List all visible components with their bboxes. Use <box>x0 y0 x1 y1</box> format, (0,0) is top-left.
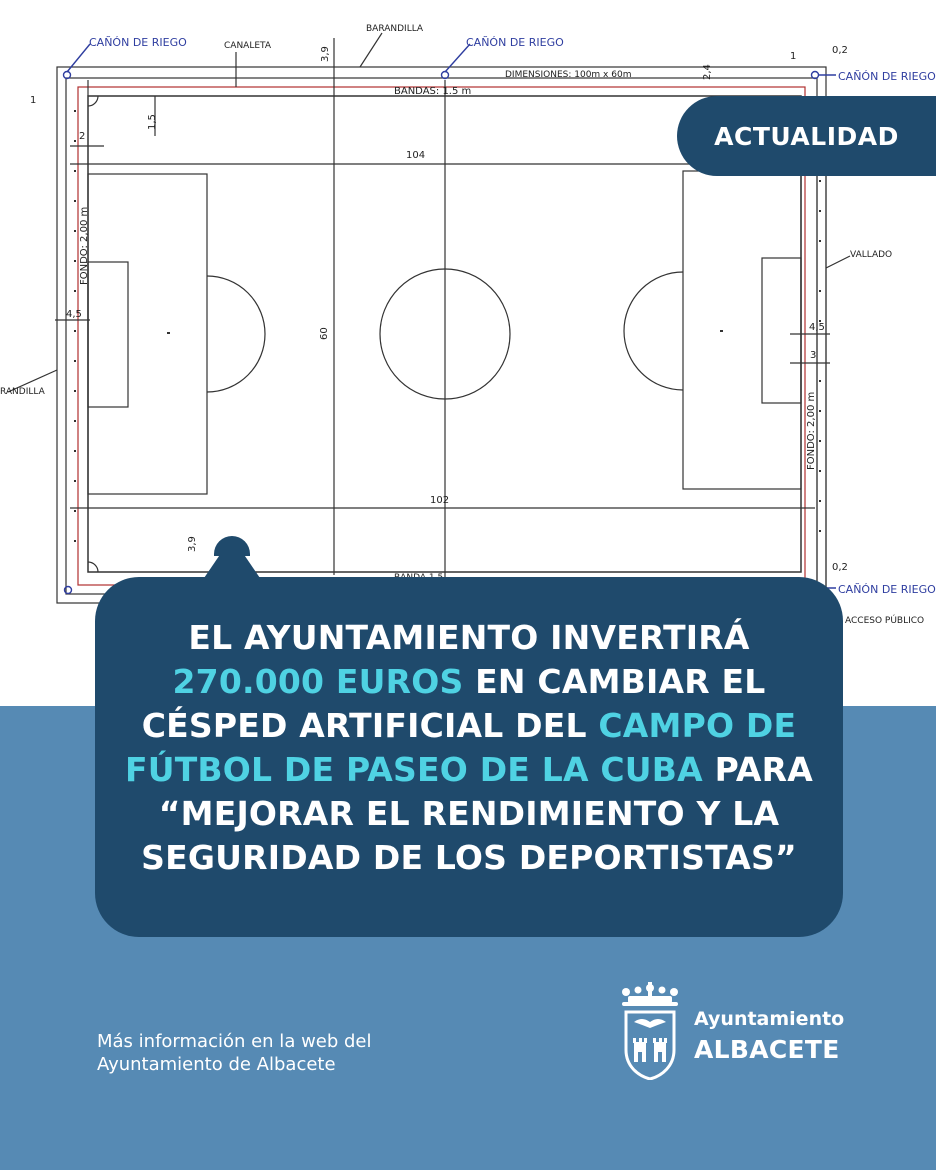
fondo-label-right: FONDO: 2,00 m <box>806 391 817 470</box>
org-name-line1: Ayuntamiento <box>694 1008 845 1030</box>
headline-place: CAMPO DE FÚTBOL DE PASEO DE LA CUBA <box>124 706 797 789</box>
bandas-label: BANDAS: 1.5 m <box>394 86 472 97</box>
dim-60: 60 <box>319 327 330 340</box>
headline <box>110 616 828 880</box>
canaleta-label: CANALETA <box>224 41 271 51</box>
dimensions-label: DIMENSIONES: 100m x 60m <box>505 70 632 80</box>
cannon-label-top-left: CAÑÓN DE RIEGO <box>89 36 187 49</box>
acceso-publico-label: ACCESO PÚBLICO <box>845 616 925 626</box>
headline-part3: PARA “MEJORAR EL RENDIMIENTO Y LA SEGURIDAD DE LOS DEPORTISTAS” <box>141 750 814 877</box>
dim-1-right: 1 <box>790 51 797 62</box>
dim-4-5-right: 4,5 <box>809 322 825 333</box>
barandilla-label-top: BARANDILLA <box>366 24 424 34</box>
dim-3-9-bottom: 3,9 <box>187 536 198 552</box>
headline-part1: EL AYUNTAMIENTO INVERTIRÁ <box>188 618 750 657</box>
headline-part2: EN CAMBIAR EL CÉSPED ARTIFICIAL DEL <box>141 662 766 745</box>
fondo-label-left: FONDO: 2,00 m <box>79 206 90 285</box>
more-info-line1: Más información en la web del <box>97 1031 372 1052</box>
dim-0-2-bottom: 0,2 <box>832 562 848 573</box>
more-info-text <box>97 1030 372 1076</box>
dim-0-2-top: 0,2 <box>832 45 848 56</box>
headline-amount: 270.000 EUROS <box>172 662 464 701</box>
cannon-label-bottom-right: CAÑÓN DE RIEGO <box>838 583 936 596</box>
crest-icon <box>618 982 682 1080</box>
dim-102: 102 <box>430 495 450 506</box>
org-name-line2: ALBACETE <box>694 1035 840 1064</box>
dim-3-9-top: 3,9 <box>320 46 331 62</box>
dim-3: 3 <box>810 350 817 361</box>
dim-1-left: 1 <box>30 95 37 106</box>
dim-104: 104 <box>406 150 426 161</box>
cannon-label-top-right: CAÑÓN DE RIEGO <box>838 70 936 83</box>
dim-2: 2 <box>79 131 86 142</box>
category-tag <box>677 96 936 176</box>
dim-1-5: 1,5 <box>147 114 158 130</box>
org-name <box>694 1010 844 1062</box>
dim-4-5-left: 4,5 <box>66 309 82 320</box>
barandilla-label-left: RANDILLA <box>0 387 45 397</box>
more-info-line2: Ayuntamiento de Albacete <box>97 1054 336 1075</box>
cannon-label-top-center: CAÑÓN DE RIEGO <box>466 36 564 49</box>
category-tag-label: ACTUALIDAD <box>714 121 899 151</box>
dim-2-4: 2,4 <box>702 64 713 80</box>
albacete-crest-logo <box>618 982 682 1085</box>
vallado-label: VALLADO <box>850 250 893 260</box>
